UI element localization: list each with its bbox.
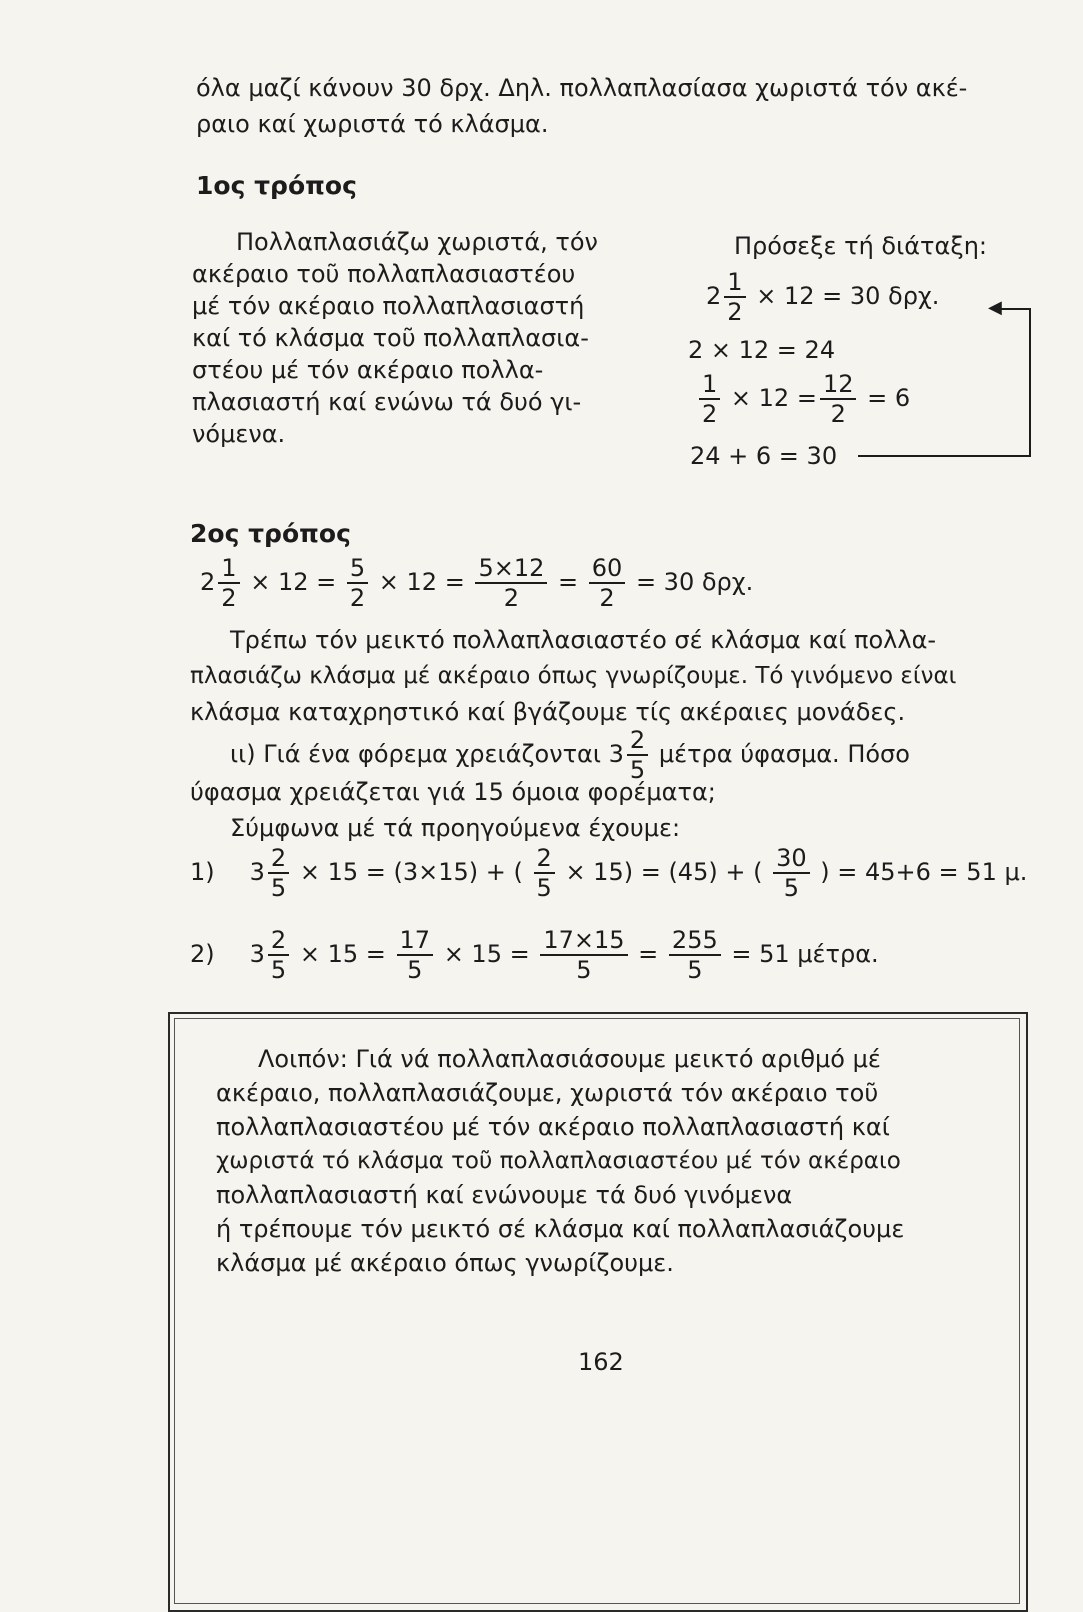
eq3-mid: × 12 = — [730, 384, 817, 412]
sol1-n2: 2 — [536, 844, 552, 872]
method2-eq — [200, 556, 753, 610]
summary-text — [216, 1042, 1006, 1280]
sol1-label: 1) — [190, 858, 215, 886]
eq1-whole: 2 — [706, 282, 722, 310]
sol2-t2: × 15 = — [443, 940, 530, 968]
m2-n4: 60 — [591, 554, 623, 582]
method1-line: ακέραιο τοῦ πολλαπλασιαστέου — [192, 260, 576, 288]
method1-line: μέ τόν ακέραιο πολλαπλασιαστή — [192, 292, 585, 320]
sol1-n3: 30 — [776, 844, 807, 872]
sol1-frac3 — [773, 846, 810, 900]
m2-d1: 2 — [218, 582, 239, 610]
intro-line-2: ραιο καί χωριστά τό κλάσμα. — [196, 110, 549, 138]
eq3-num: 1 — [702, 370, 718, 398]
summary-line: πολλαπλασιαστή καί ενώνουμε τά δυό γινόμενα — [216, 1181, 793, 1209]
problem-post: μέτρα ύφασμα. Πόσο — [658, 740, 910, 768]
method1-line: νόμενα. — [192, 420, 286, 448]
intro-line-1: όλα μαζί κάνουν 30 δρχ. Δηλ. πολλαπλασίασα χωριστά τόν ακέ- — [196, 74, 968, 102]
arrow-head-icon: ◀ — [988, 297, 1002, 318]
page-number: 162 — [578, 1348, 624, 1376]
problem-line-1 — [230, 728, 910, 782]
m2-t1: × 12 = — [250, 568, 337, 596]
sol1-d3: 5 — [773, 872, 810, 900]
solution-2 — [190, 928, 879, 982]
method1-eq2: 2 × 12 = 24 — [688, 336, 836, 364]
method2-explanation — [190, 622, 1040, 730]
method2-line: Τρέπω τόν μεικτό πολλαπλασιαστέο σέ κλάσμα καί πολλα- — [230, 626, 937, 654]
sol1-den: 5 — [268, 872, 289, 900]
problem-line-2: ύφασμα χρειάζεται γιά 15 όμοια φορέματα; — [190, 778, 716, 806]
problem-fraction — [627, 728, 648, 782]
sol2-d3: 5 — [540, 954, 627, 982]
m2-frac3 — [475, 556, 547, 610]
sol2-d2: 5 — [397, 954, 434, 982]
sol2-frac4 — [669, 928, 721, 982]
m2-frac2 — [347, 556, 368, 610]
sol2-d4: 5 — [669, 954, 721, 982]
m2-whole: 2 — [200, 568, 216, 596]
sol2-t4: = 51 μέτρα. — [731, 940, 879, 968]
sol2-label: 2) — [190, 940, 215, 968]
sol1-t1: × 15 = (3×15) + ( — [299, 858, 523, 886]
eq3-num2: 12 — [822, 370, 854, 398]
m2-t2: × 12 = — [378, 568, 465, 596]
summary-line: χωριστά τό κλάσμα τοῦ πολλαπλασιαστέου μέ τόν ακέραιο — [216, 1148, 901, 1174]
problem-whole: 3 — [608, 740, 624, 768]
m2-t4: = 30 δρχ. — [635, 568, 754, 596]
eq3-fraction-a — [699, 372, 720, 426]
problem-pre: ιι) Γιά ένα φόρεμα χρειάζονται — [230, 740, 601, 768]
method1-heading: 1ος τρόπος — [196, 171, 357, 200]
m2-d4: 2 — [589, 582, 626, 610]
method1-description — [192, 226, 632, 450]
m2-t3: = — [558, 568, 579, 596]
eq1-rest: × 12 = 30 δρχ. — [756, 282, 940, 310]
m2-d3: 2 — [475, 582, 547, 610]
sol1-frac2 — [534, 846, 555, 900]
method2-line: πλασιάζω κλάσμα μέ ακέραιο όπως γνωρίζουμε. Τό γινόμενο είναι — [190, 663, 957, 689]
m2-n1: 1 — [221, 554, 237, 582]
sol1-t2: × 15) = (45) + ( — [565, 858, 763, 886]
eq1-fraction — [724, 270, 745, 324]
sol2-n2: 17 — [399, 926, 431, 954]
problem-line-3: Σύμφωνα μέ τά προηγούμενα έχουμε: — [230, 814, 681, 842]
method1-eq4: 24 + 6 = 30 — [690, 442, 838, 470]
sol1-d2: 5 — [534, 872, 555, 900]
sol2-t1: × 15 = — [299, 940, 386, 968]
method1-eq1 — [706, 270, 939, 324]
solution-1 — [190, 846, 1027, 900]
eq1-num: 1 — [727, 268, 743, 296]
sol2-whole: 3 — [249, 940, 265, 968]
sol1-num: 2 — [270, 844, 287, 872]
problem-den: 5 — [627, 754, 648, 782]
eq3-den: 2 — [699, 398, 720, 426]
eq3-den2: 2 — [820, 398, 857, 426]
method1-note: Πρόσεξε τή διάταξη: — [734, 232, 987, 260]
m2-d2: 2 — [347, 582, 368, 610]
summary-line: ή τρέπουμε τόν μεικτό σέ κλάσμα καί πολλαπλασιάζουμε — [216, 1215, 905, 1243]
method1-line: Πολλαπλασιάζω χωριστά, τόν — [236, 228, 598, 256]
method1-line: καί τό κλάσμα τοῦ πολλαπλασια- — [192, 324, 589, 352]
method2-heading: 2ος τρόπος — [190, 519, 351, 548]
eq1-den: 2 — [724, 296, 745, 324]
sol2-n4: 255 — [671, 926, 718, 954]
sol2-num: 2 — [270, 926, 287, 954]
method1-line: πλασιαστή καί ενώνω τά δυό γι- — [192, 388, 582, 416]
summary-line: πολλαπλασιαστέου μέ τόν ακέραιο πολλαπλασιαστή καί — [216, 1113, 890, 1141]
summary-line: κλάσμα μέ ακέραιο όπως γνωρίζουμε. — [216, 1249, 674, 1277]
eq3-rest: = 6 — [867, 384, 911, 412]
m2-frac4 — [589, 556, 626, 610]
problem-num: 2 — [629, 726, 646, 754]
sol2-frac3 — [540, 928, 627, 982]
m2-n2: 5 — [349, 554, 366, 582]
eq3-fraction-b — [820, 372, 857, 426]
m2-n3: 5×12 — [478, 554, 545, 582]
m2-frac1 — [218, 556, 239, 610]
arrow-top-line — [1000, 308, 1031, 310]
arrow-bottom-line — [858, 455, 1030, 457]
sol2-t3: = — [638, 940, 659, 968]
sol2-frac1 — [268, 928, 289, 982]
method1-eq3 — [696, 372, 910, 426]
sol1-whole: 3 — [249, 858, 265, 886]
sol1-t3: ) = 45+6 = 51 μ. — [820, 858, 1028, 886]
arrow-right-line — [1029, 308, 1031, 457]
sol2-n3: 17×15 — [543, 926, 625, 954]
summary-line: Λοιπόν: Γιά νά πολλαπλασιάσουμε μεικτό αριθμό μέ — [258, 1045, 881, 1073]
sol2-frac2 — [397, 928, 434, 982]
method1-line: στέου μέ τόν ακέραιο πολλα- — [192, 356, 544, 384]
sol2-den: 5 — [268, 954, 289, 982]
summary-line: ακέραιο, πολλαπλασιάζουμε, χωριστά τόν ακέραιο τοῦ — [216, 1079, 879, 1107]
sol1-frac1 — [268, 846, 289, 900]
method2-line: κλάσμα καταχρηστικό καί βγάζουμε τίς ακέραιες μονάδες. — [190, 698, 906, 726]
